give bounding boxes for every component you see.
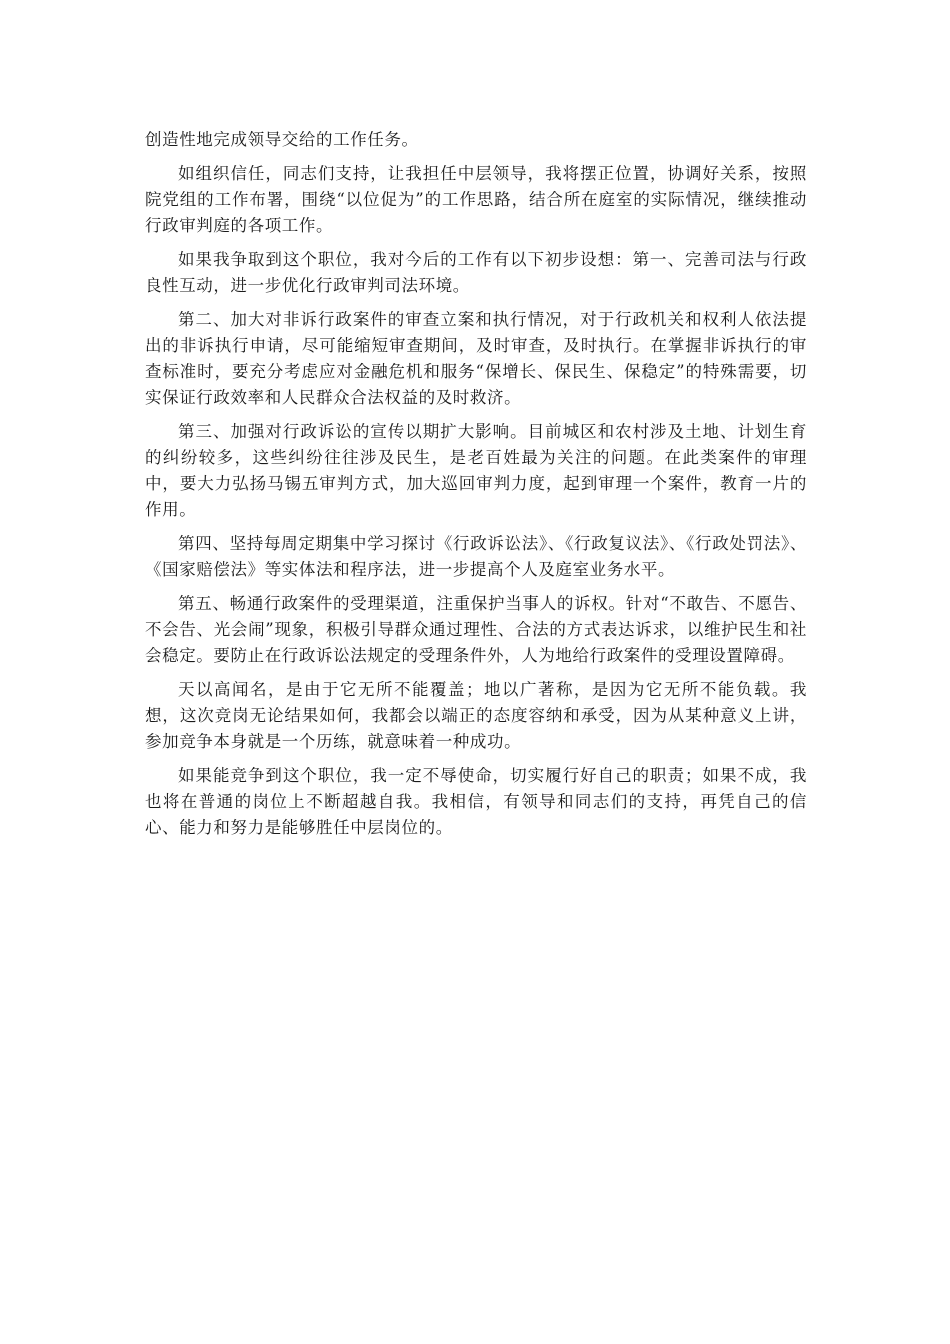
- paragraph-continued: 创造性地完成领导交给的工作任务。: [145, 130, 419, 149]
- document-body: [145, 127, 807, 849]
- paragraph-work-plan-second: 第二、加大对非诉行政案件的审查立案和执行情况，对于行政机关和权利人依法提出的非诉执行申请，尽可能缩短审查期间，及时审查，及时执行。在掌握非诉执行的审查标准时，要充分考虑应对金融危机和服务“保增长、保民生、保稳定”的特殊需要，切实保证行政效率和人民群众合法权益的及时救济。: [145, 310, 807, 407]
- paragraph-organization-support: 如组织信任，同志们支持，让我担任中层领导，我将摆正位置，协调好关系，按照院党组的工作布署，围绕“以位促为”的工作思路，结合所在庭室的实际情况，继续推动行政审判庭的各项工作。: [145, 164, 807, 235]
- paragraph-closing: 如果能竞争到这个职位，我一定不辱使命，切实履行好自己的职责；如果不成，我也将在普通的岗位上不断超越自我。我相信，有领导和同志们的支持，再凭自己的信心、能力和努力是能够胜任中层岗位的。: [145, 766, 807, 837]
- paragraph-reflection: 天以高闻名，是由于它无所不能覆盖；地以广著称，是因为它无所不能负载。我想，这次竞岗无论结果如何，我都会以端正的态度容纳和承受，因为从某种意义上讲，参加竞争本身就是一个历练，就意味着一种成功。: [145, 680, 807, 751]
- paragraph-work-plan-fifth: 第五、畅通行政案件的受理渠道，注重保护当事人的诉权。针对“不敢告、不愿告、不会告、光会闹”现象，积极引导群众通过理性、合法的方式表达诉求，以维护民生和社会稳定。要防止在行政诉讼法规定的受理条件外，人为地给行政案件的受理设置障碍。: [145, 594, 807, 665]
- paragraph-work-plan-third: 第三、加强对行政诉讼的宣传以期扩大影响。目前城区和农村涉及土地、计划生育的纠纷较多，这些纠纷往往涉及民生，是老百姓最为关注的问题。在此类案件的审理中，要大力弘扬马锡五审判方式，加大巡回审判力度，起到审理一个案件，教育一片的作用。: [145, 422, 807, 519]
- paragraph-work-plan-fourth: 第四、坚持每周定期集中学习探讨《行政诉讼法》、《行政复议法》、《行政处罚法》、《国家赔偿法》等实体法和程序法，进一步提高个人及庭室业务水平。: [145, 534, 807, 579]
- paragraph-work-plan-first: 如果我争取到这个职位，我对今后的工作有以下初步设想：第一、完善司法与行政良性互动，进一步优化行政审判司法环境。: [145, 250, 807, 295]
